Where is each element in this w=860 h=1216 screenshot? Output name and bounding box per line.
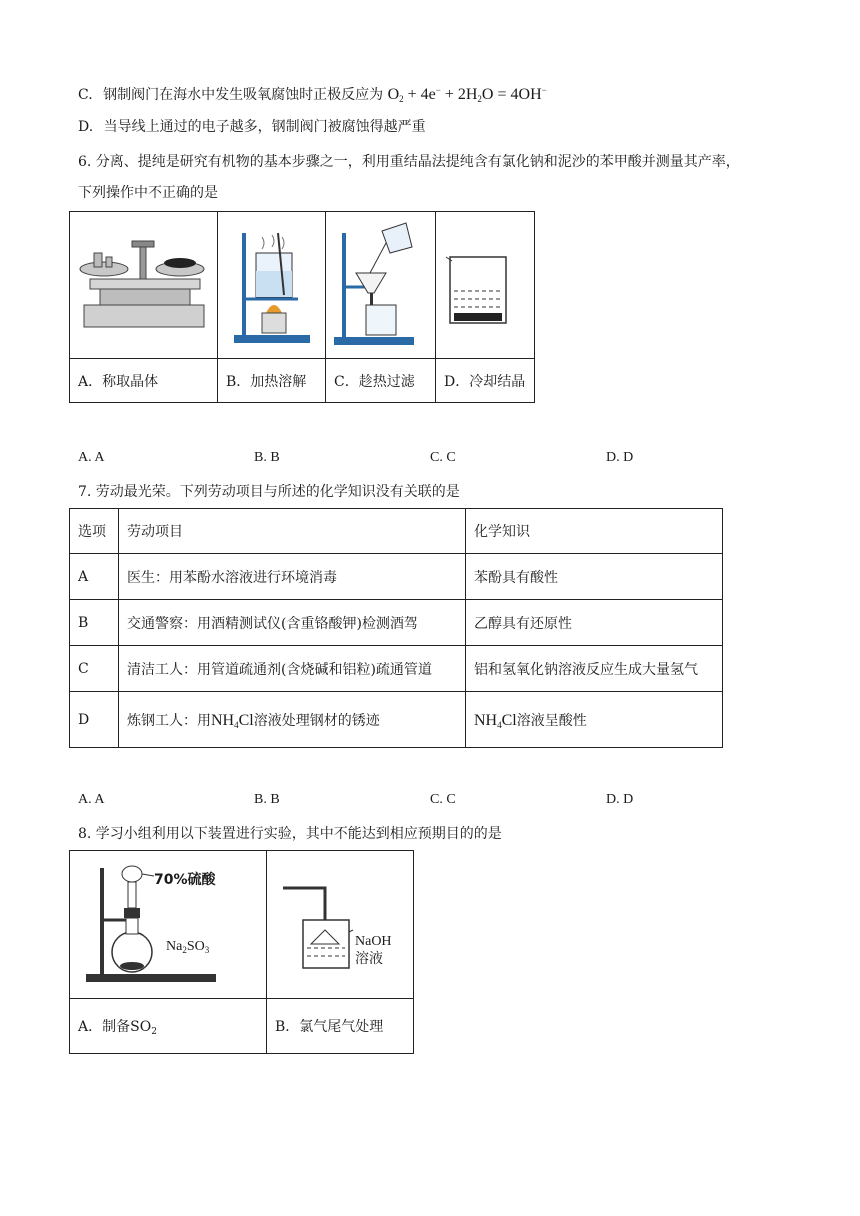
option-text: 钢制阀门在海水中发生吸氧腐蚀时正极反应为 (103, 87, 384, 103)
choice-d[interactable]: D. D (606, 450, 634, 465)
naoh-label: NaOH 溶液 (355, 934, 392, 967)
q5-option-d (78, 117, 426, 137)
choice-b[interactable]: B. B (254, 792, 280, 807)
row-option: D (70, 692, 119, 748)
header-task: 劳动项目 (119, 509, 466, 554)
caption-b: B．加热溶解 (218, 359, 326, 403)
q7-stem: 7. 劳动最光荣。下列劳动项目与所述的化学知识没有关联的是 (78, 484, 460, 500)
caption-c: C．趁热过滤 (326, 359, 436, 403)
caption-a: A．制备$SO_2$ (70, 999, 267, 1054)
table-row (70, 554, 723, 600)
heating-figure (218, 212, 326, 359)
q6-stem-line2: 下列操作中不正确的是 (78, 185, 218, 201)
choice-c[interactable]: C. C (430, 792, 456, 807)
caption-d: D．冷却结晶 (436, 359, 535, 403)
choice-c[interactable]: C. C (430, 450, 456, 465)
row-task: 医生：用苯酚水溶液进行环境消毒 (119, 554, 466, 600)
filtration-figure (326, 212, 436, 359)
option-label: D. (78, 119, 94, 135)
q6-figure-table (69, 211, 535, 403)
option-label: C. (78, 87, 93, 103)
caption-a: A．称取晶体 (70, 359, 218, 403)
q5-option-c (78, 80, 547, 109)
crystallization-figure (436, 212, 535, 359)
balance-figure (70, 212, 218, 359)
cathode-equation: $O_2 + 4e^- + 2H_2O = 4OH^-$ (387, 85, 547, 104)
row-knowledge: 苯酚具有酸性 (466, 554, 723, 600)
row-knowledge: $NH_4Cl$溶液呈酸性 (466, 692, 723, 748)
q8-figure-table (69, 850, 414, 1054)
q7-table (69, 508, 723, 748)
row-knowledge: 乙醇具有还原性 (466, 600, 723, 646)
heating-apparatus-icon (218, 213, 325, 358)
q6-stem-line1: 6. 分离、提纯是研究有机物的基本步骤之一，利用重结晶法提纯含有氯化钠和泥沙的苯甲酸并测量其产率， (78, 154, 740, 170)
row-option: C (70, 646, 119, 692)
header-option: 选项 (70, 509, 119, 554)
choice-a[interactable]: A. A (78, 792, 105, 807)
row-option: B (70, 600, 119, 646)
acid-label: 70%硫酸 (154, 872, 216, 888)
salt-label: $Na_2SO_3$ (166, 939, 210, 955)
filter-apparatus-icon (326, 213, 435, 358)
row-task: 清洁工人：用管道疏通剂(含烧碱和铝粒)疏通管道 (119, 646, 466, 692)
absorption-figure (267, 851, 414, 999)
so2-apparatus-figure (70, 851, 267, 999)
row-knowledge: 铝和氢氧化钠溶液反应生成大量氢气 (466, 646, 723, 692)
table-header-row (70, 509, 723, 554)
balance-icon (70, 213, 217, 358)
funnel-beaker-icon (267, 852, 413, 998)
caption-b: B．氯气尾气处理 (267, 999, 414, 1054)
choice-b[interactable]: B. B (254, 450, 280, 465)
q8-stem: 8. 学习小组利用以下装置进行实验，其中不能达到相应预期目的的是 (78, 826, 502, 842)
choice-d[interactable]: D. D (606, 792, 634, 807)
row-task: 炼钢工人：用$NH_4Cl$溶液处理钢材的锈迹 (119, 692, 466, 748)
option-text: 当导线上通过的电子越多，钢制阀门被腐蚀得越严重 (103, 119, 426, 135)
beaker-icon (436, 213, 534, 358)
choice-a[interactable]: A. A (78, 450, 105, 465)
header-knowledge: 化学知识 (466, 509, 723, 554)
table-row (70, 646, 723, 692)
row-option: A (70, 554, 119, 600)
table-row (70, 600, 723, 646)
table-row (70, 692, 723, 748)
row-task: 交通警察：用酒精测试仪(含重铬酸钾)检测酒驾 (119, 600, 466, 646)
